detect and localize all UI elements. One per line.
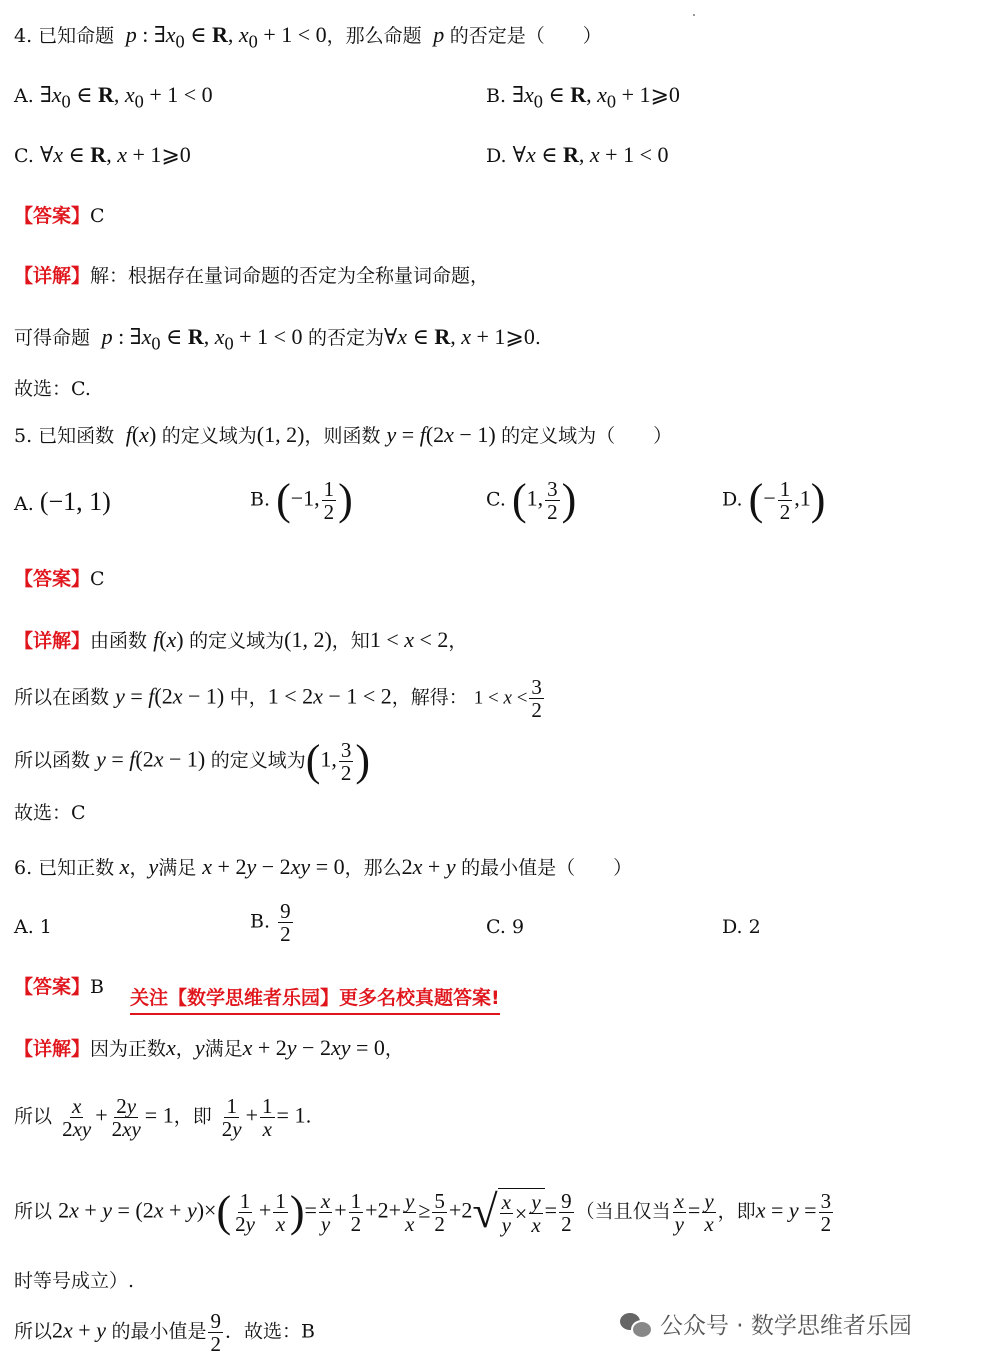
q6-answer: 【答案】B [14, 976, 104, 998]
q5-option-b: B. (−1, $\frac{1}{2}$ ) [250, 475, 353, 524]
q5-option-d: D. (− $\frac{1}{2}$ ,1) [722, 475, 826, 524]
q4-option-c: C. ∀x ∈ R, x + 1⩾0 [14, 142, 191, 167]
q4-option-a: A. $\exists x_0$ ∈ R, $x_0 + 1 < 0$ [14, 82, 213, 112]
q6-detail-2: 所以 $\frac{x}{2xy}$ + $\frac{2y}{2xy}$ = 1，即 $\frac{1}{2y}$ + $\frac{1}{x}$ = 1. [14, 1094, 312, 1142]
q6-detail-4: 时等号成立）. [14, 1270, 135, 1292]
q5-answer: 【答案】C [14, 568, 105, 590]
watermark-text: 公众号 · 数学思维者乐园 [660, 1313, 912, 1339]
q5-detail-3: 所以函数 y = f(2x − 1) 的定义域为(1, $\frac{3}{2}$ ) [14, 736, 371, 785]
q6-detail-3: 所以 2x + y = (2x + y)×( $\frac{1}{2y}$ + $\frac{1}{x}$ )= $\frac{x}{y}$ + $\frac{1}{2}$ +2+ $\frac{y}{x}$ ≥ $\frac{5}{2}$ +2 √ $\frac{x}{y}$ × $\frac{y}{x}$ = $\frac{9}{2}$ （当且仅当 $\frac{x}{y}$ = $\frac{y}{x}$ ，即x = y = $\frac{3}{2}$ [14, 1186, 832, 1238]
q5-conclusion: 故选：C [14, 802, 86, 824]
q6-option-a: A. 1 [14, 916, 52, 938]
q4-option-d: D. ∀x ∈ R, x + 1 < 0 [486, 142, 669, 167]
q5-detail-2: 所以在函数 y = f(2x − 1) 中，1 < 2x − 1 < 2，解得： 1 < x < $\frac{3}{2}$ [14, 675, 542, 723]
q5-detail-1: 【详解】由函数 f(x) 的定义域为(1, 2)，知1 < x < 2， [14, 627, 468, 652]
q4-option-b: B. $\exists x_0$ ∈ R, $x_0$ + 1⩾0 [486, 82, 680, 112]
wechat-icon [620, 1311, 650, 1337]
q6-option-b: B. $\frac{9}{2}$ [250, 899, 291, 947]
q4-detail-2: 可得命题 p : $\exists x_0$ ∈ R, $x_0 + 1 < 0$ 的否定为∀x ∈ R, x + 1⩾0. [14, 324, 541, 354]
q5-stem: 5. 已知函数 f(x) 的定义域为(1, 2)，则函数 y = f(2x − 1) 的定义域为（ ） [14, 422, 673, 447]
q4-stem: 4. 已知命题 p : $\exists x_0$ ∈ R, $x_0 + 1 < 0$，那么命题 p 的否定是（ ） [14, 22, 602, 52]
q4-answer: 【答案】C [14, 205, 105, 227]
q4-conclusion: 故选：C. [14, 378, 91, 400]
q6-option-d: D. 2 [722, 916, 761, 938]
q6-detail-5: 所以2x + y 的最小值是 $\frac{9}{2}$ ．故选：B [14, 1309, 315, 1357]
q5-option-a: A. (−1, 1) [14, 487, 111, 516]
q5-option-c: C. (1, $\frac{3}{2}$ ) [486, 475, 577, 524]
q6-option-c: C. 9 [486, 916, 525, 938]
q4-detail-1: 【详解】解：根据存在量词命题的否定为全称量词命题， [14, 265, 490, 287]
q6-detail-1: 【详解】因为正数x，y满足x + 2y − 2xy = 0， [14, 1035, 404, 1060]
stray-dot [693, 14, 695, 16]
q6-stem: 6. 已知正数 x，y满足 x + 2y − 2xy = 0，那么2x + y 的最小值是（ ） [14, 854, 633, 879]
promo-banner[interactable]: 关注【数学思维者乐园】更多名校真题答案! [130, 983, 500, 1015]
watermark [620, 1307, 912, 1340]
